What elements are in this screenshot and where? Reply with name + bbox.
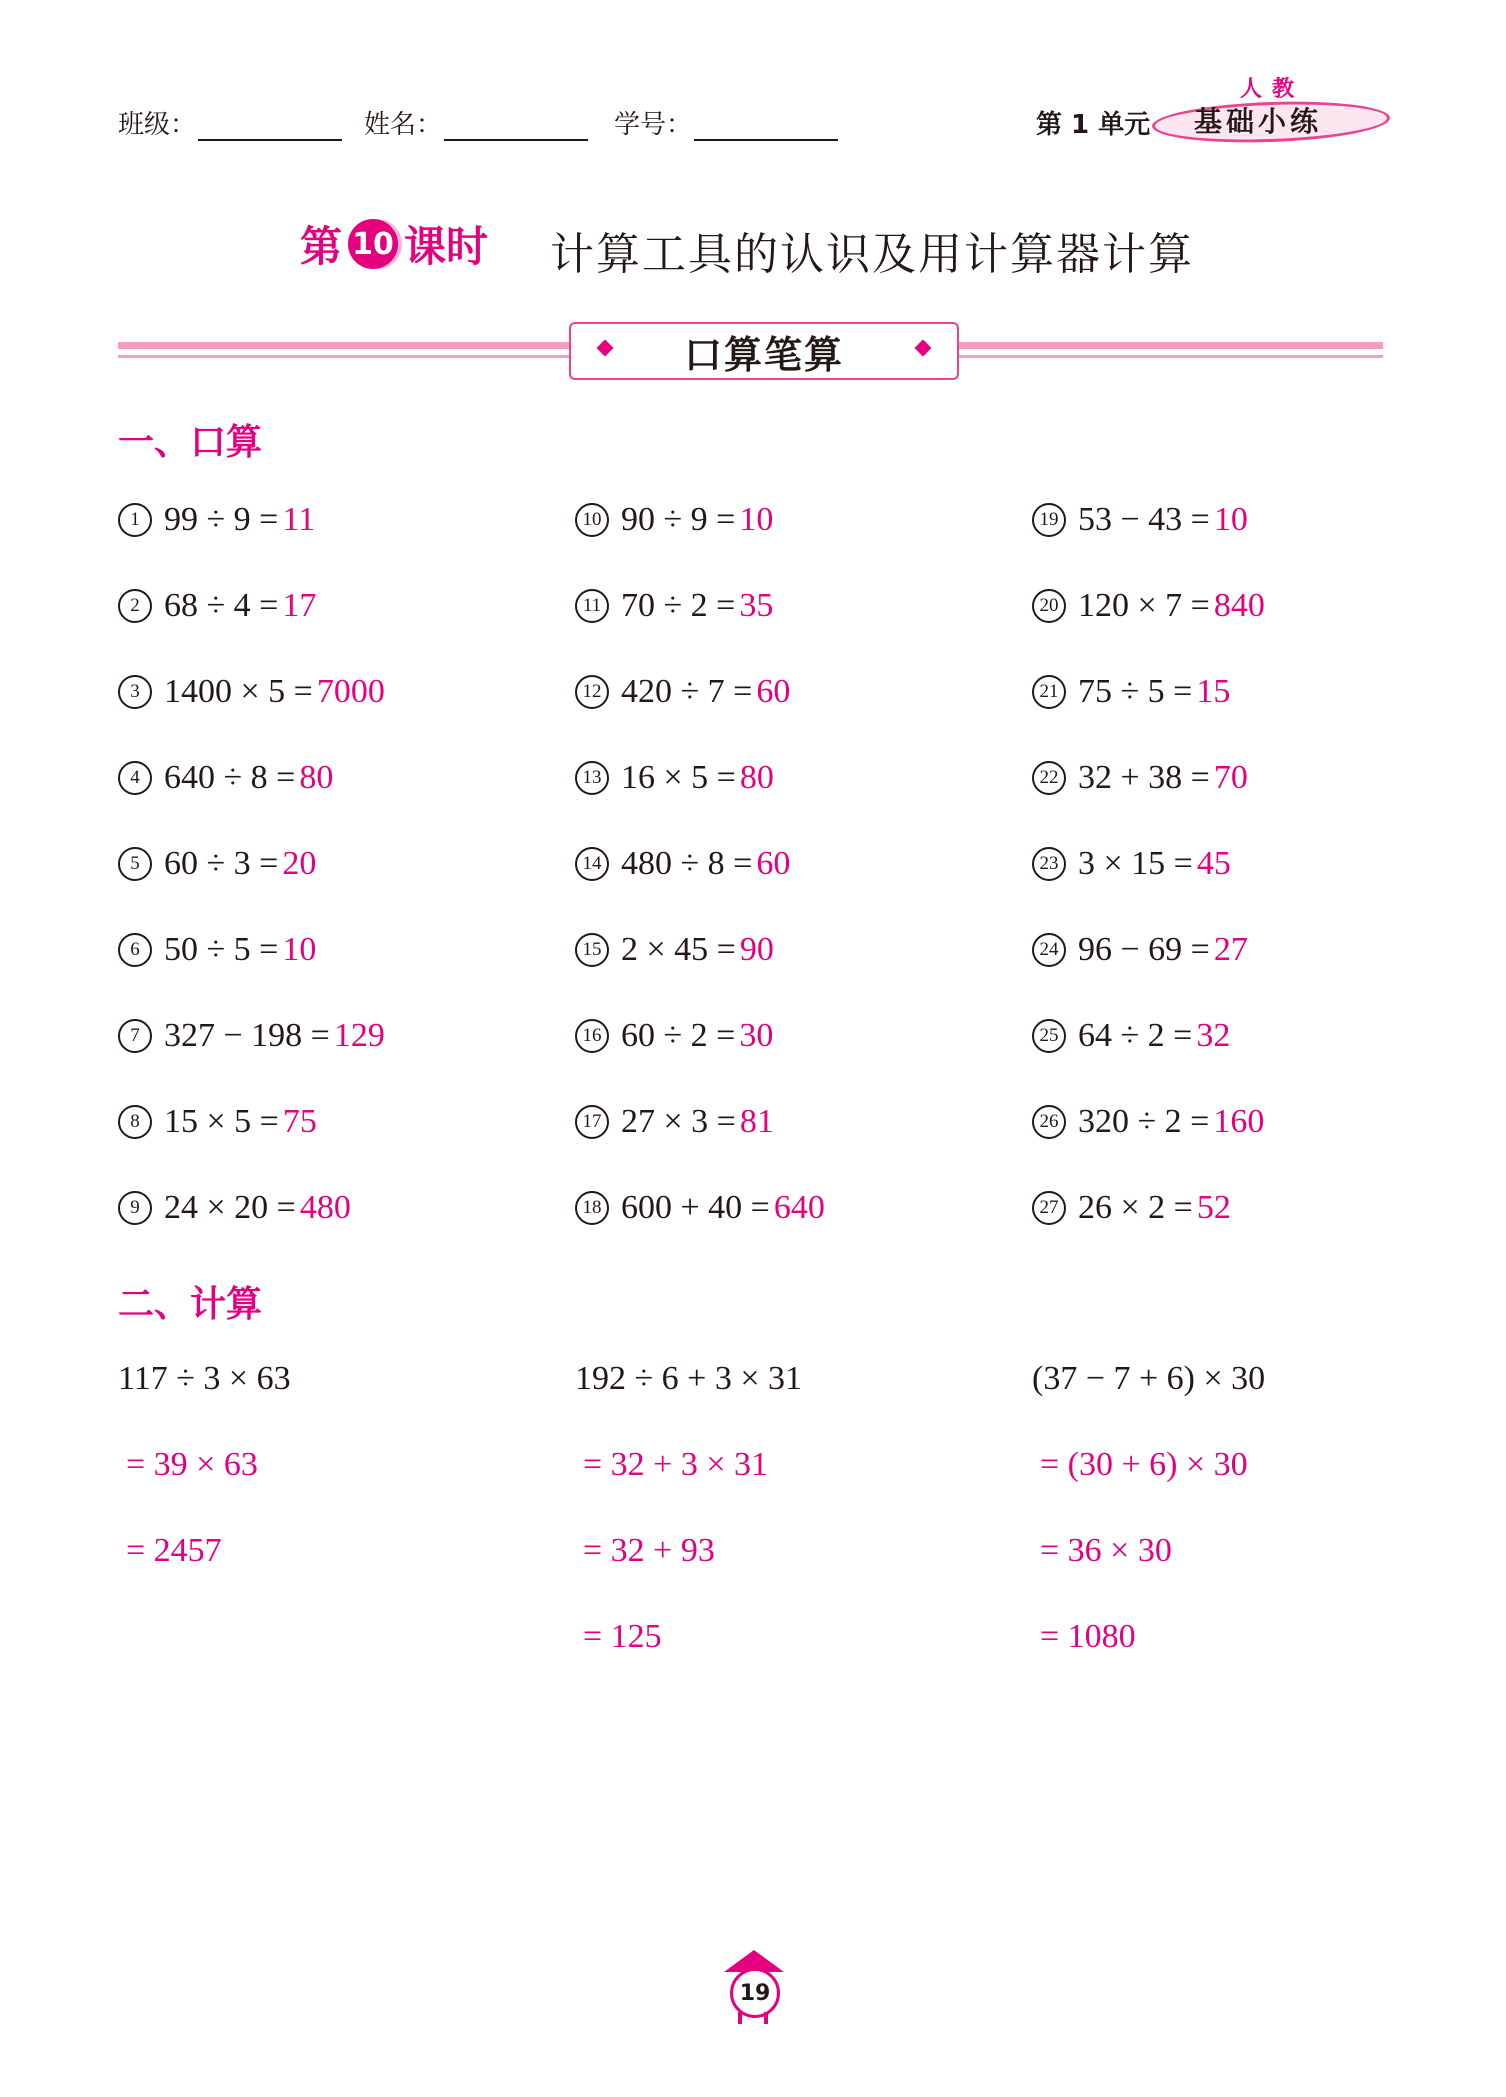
problem-expression: 120 × 7 = <box>1078 587 1210 624</box>
problem-number: 23 <box>1032 847 1066 881</box>
problem-number: 8 <box>118 1105 152 1139</box>
problem-answer: 32 <box>1196 1017 1231 1054</box>
calc-step: = 39 × 63 <box>126 1446 258 1483</box>
problem-answer: 80 <box>299 759 334 796</box>
section1-title: 一、口算 <box>118 422 263 463</box>
problem-expression: 2 × 45 = <box>621 931 736 968</box>
oral-problem <box>575 1188 825 1228</box>
problem-number: 14 <box>575 847 609 881</box>
problem-number: 6 <box>118 933 152 967</box>
problem-expression: 32 + 38 = <box>1078 759 1210 796</box>
lesson-number: 10 <box>348 219 398 269</box>
banner-title: 口算笔算 <box>683 332 844 377</box>
unit-label: 第 1 单元 <box>1036 110 1151 140</box>
page-number: 19 <box>730 1968 780 2018</box>
problem-number: 22 <box>1032 761 1066 795</box>
lesson-suffix: 课时 <box>404 222 489 271</box>
calc-expression: 117 ÷ 3 × 63 <box>118 1360 291 1397</box>
problem-number: 3 <box>118 675 152 709</box>
problem-number: 2 <box>118 589 152 623</box>
oral-problem <box>118 1016 385 1056</box>
problem-expression: 1400 × 5 = <box>164 673 313 710</box>
problem-expression: 70 ÷ 2 = <box>621 587 736 624</box>
problem-number: 27 <box>1032 1191 1066 1225</box>
problem-answer: 7000 <box>316 673 385 710</box>
problem-expression: 99 ÷ 9 = <box>164 501 279 538</box>
problem-expression: 64 ÷ 2 = <box>1078 1017 1193 1054</box>
name-label: 姓名： <box>364 110 443 140</box>
problem-number: 11 <box>575 589 609 623</box>
oral-problem <box>1032 500 1248 540</box>
problem-answer: 75 <box>282 1103 317 1140</box>
id-blank[interactable] <box>694 109 838 141</box>
oral-problem <box>118 586 316 626</box>
problem-expression: 26 × 2 = <box>1078 1189 1193 1226</box>
problem-expression: 53 − 43 = <box>1078 501 1210 538</box>
problem-answer: 480 <box>299 1189 351 1226</box>
problem-answer: 15 <box>1196 673 1231 710</box>
problem-number: 18 <box>575 1191 609 1225</box>
oral-problem <box>1032 930 1248 970</box>
problem-number: 26 <box>1032 1105 1066 1139</box>
problem-answer: 10 <box>739 501 774 538</box>
problem-answer: 45 <box>1196 845 1231 882</box>
problem-expression: 90 ÷ 9 = <box>621 501 736 538</box>
problem-number: 12 <box>575 675 609 709</box>
calc-step: = 32 + 93 <box>583 1532 715 1569</box>
problem-number: 10 <box>575 503 609 537</box>
page-number-badge <box>718 1950 790 2030</box>
problem-expression: 327 − 198 = <box>164 1017 330 1054</box>
problem-expression: 60 ÷ 2 = <box>621 1017 736 1054</box>
oral-problem <box>1032 758 1248 798</box>
problem-expression: 60 ÷ 3 = <box>164 845 279 882</box>
name-field[interactable] <box>364 104 588 141</box>
problem-number: 24 <box>1032 933 1066 967</box>
oral-problem <box>575 1102 774 1142</box>
oral-problem <box>118 1188 351 1228</box>
oral-problem <box>1032 1188 1231 1228</box>
problem-answer: 70 <box>1213 759 1248 796</box>
oral-problem <box>575 930 774 970</box>
calc-step: = 1080 <box>1040 1618 1136 1655</box>
diamond-icon <box>915 340 932 357</box>
problem-expression: 68 ÷ 4 = <box>164 587 279 624</box>
problem-expression: 480 ÷ 8 = <box>621 845 753 882</box>
problem-expression: 50 ÷ 5 = <box>164 931 279 968</box>
problem-number: 7 <box>118 1019 152 1053</box>
problem-number: 4 <box>118 761 152 795</box>
oral-problem <box>1032 844 1231 884</box>
badge-leg <box>764 2012 768 2024</box>
problem-expression: 27 × 3 = <box>621 1103 736 1140</box>
problem-answer: 60 <box>756 673 791 710</box>
problem-number: 16 <box>575 1019 609 1053</box>
section-banner <box>569 322 959 380</box>
problem-answer: 11 <box>282 501 316 538</box>
oral-problem <box>575 758 774 798</box>
oral-problem <box>575 672 790 712</box>
problem-answer: 10 <box>282 931 317 968</box>
problem-number: 13 <box>575 761 609 795</box>
calc-step: = 36 × 30 <box>1040 1532 1172 1569</box>
calc-step: = 32 + 3 × 31 <box>583 1446 769 1483</box>
problem-expression: 640 ÷ 8 = <box>164 759 296 796</box>
oral-problem <box>575 586 773 626</box>
problem-answer: 20 <box>282 845 317 882</box>
brand-logo <box>1152 96 1388 144</box>
class-blank[interactable] <box>198 109 342 141</box>
problem-number: 9 <box>118 1191 152 1225</box>
banner-band-right <box>955 342 1383 349</box>
problem-number: 19 <box>1032 503 1066 537</box>
problem-expression: 3 × 15 = <box>1078 845 1193 882</box>
problem-expression: 96 − 69 = <box>1078 931 1210 968</box>
problem-expression: 75 ÷ 5 = <box>1078 673 1193 710</box>
problem-number: 17 <box>575 1105 609 1139</box>
problem-answer: 129 <box>333 1017 385 1054</box>
oral-problem <box>1032 586 1265 626</box>
lesson-prefix: 第 <box>300 222 343 271</box>
id-field[interactable] <box>614 104 838 141</box>
oral-problem <box>118 500 315 540</box>
problem-answer: 640 <box>773 1189 825 1226</box>
problem-answer: 60 <box>756 845 791 882</box>
problem-expression: 24 × 20 = <box>164 1189 296 1226</box>
problem-answer: 10 <box>1213 501 1248 538</box>
problem-answer: 17 <box>282 587 317 624</box>
problem-answer: 81 <box>739 1103 774 1140</box>
id-label: 学号： <box>614 110 693 140</box>
banner-band-left-thin <box>118 355 569 358</box>
problem-number: 20 <box>1032 589 1066 623</box>
problem-answer: 52 <box>1196 1189 1231 1226</box>
calc-step: = 125 <box>583 1618 662 1655</box>
problem-answer: 30 <box>739 1017 774 1054</box>
banner-band-left <box>118 342 569 349</box>
problem-expression: 320 ÷ 2 = <box>1078 1103 1210 1140</box>
problem-number: 21 <box>1032 675 1066 709</box>
name-blank[interactable] <box>444 109 588 141</box>
problem-number: 5 <box>118 847 152 881</box>
oral-problem <box>118 672 385 712</box>
brand-text: 基础小练 <box>1194 105 1323 138</box>
problem-expression: 16 × 5 = <box>621 759 736 796</box>
problem-answer: 160 <box>1213 1103 1265 1140</box>
diamond-icon <box>597 340 614 357</box>
problem-number: 15 <box>575 933 609 967</box>
problem-expression: 15 × 5 = <box>164 1103 279 1140</box>
oral-problem <box>118 930 316 970</box>
calc-step: = (30 + 6) × 30 <box>1040 1446 1248 1483</box>
page-title: 计算工具的认识及用计算器计算 <box>550 229 1194 280</box>
oral-problem <box>118 758 333 798</box>
problem-answer: 90 <box>739 931 774 968</box>
oral-problem <box>1032 672 1230 712</box>
problem-number: 1 <box>118 503 152 537</box>
oral-problem <box>1032 1102 1264 1142</box>
class-label: 班级： <box>118 110 197 140</box>
problem-number: 25 <box>1032 1019 1066 1053</box>
oral-problem <box>118 1102 317 1142</box>
lesson-badge <box>300 214 488 274</box>
problem-answer: 840 <box>1213 587 1265 624</box>
oral-problem <box>1032 1016 1230 1056</box>
banner-band-right-thin <box>955 355 1383 358</box>
calc-expression: (37 − 7 + 6) × 30 <box>1032 1360 1266 1397</box>
problem-answer: 80 <box>739 759 774 796</box>
badge-leg <box>738 2012 742 2024</box>
problem-expression: 600 + 40 = <box>621 1189 770 1226</box>
section2-title: 二、计算 <box>118 1284 263 1325</box>
problem-answer: 27 <box>1213 931 1248 968</box>
oral-problem <box>575 844 790 884</box>
publisher-label: 人教 <box>1240 77 1305 102</box>
oral-problem <box>575 1016 773 1056</box>
calc-expression: 192 ÷ 6 + 3 × 31 <box>575 1360 803 1397</box>
problem-answer: 35 <box>739 587 774 624</box>
calc-step: = 2457 <box>126 1532 222 1569</box>
class-field[interactable] <box>118 104 342 141</box>
oral-problem <box>118 844 316 884</box>
oral-problem <box>575 500 773 540</box>
problem-expression: 420 ÷ 7 = <box>621 673 753 710</box>
